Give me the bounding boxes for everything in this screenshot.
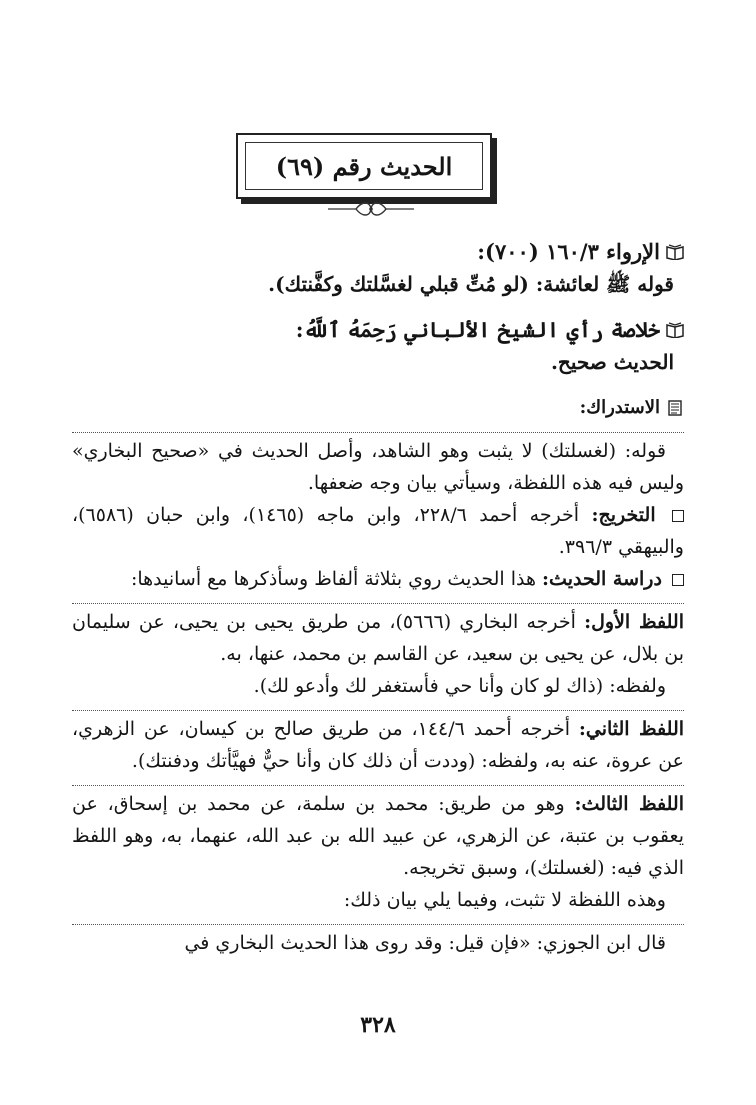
summary-section-heading (72, 314, 684, 346)
istidrak-paragraph: قوله: (لغسلتك) لا يثبت وهو الشاهد، وأصل الحديث في «صحيح البخاري» وليس فيه هذه اللفظة، وسيأتي بيان وجه ضعفها. (72, 440, 684, 494)
book-icon (666, 322, 684, 338)
summary-text: الحديث صحيح. (550, 350, 674, 374)
lafz3-paragraph (72, 788, 684, 884)
lafz1-paragraph (72, 606, 684, 670)
irwa-heading: الإرواء ١٦٠/٣ (٧٠٠): (477, 239, 660, 264)
lafz3-label: اللفظ الثالث: (574, 793, 684, 815)
lafz2-text: أخرجه أحمد ١٤٤/٦، من طريق صالح بن كيسان، عن الزهري، عن عروة، عنه به، ولفظه: (وددت أن ذلك كان وأنا حيٌّ فهيَّأتك ودفنتك). (72, 718, 684, 772)
book-icon (666, 244, 684, 260)
scroll-icon (666, 400, 684, 416)
irwa-text: قوله ﷺ لعائشة: (لو مُتِّ قبلي لغسَّلتك وكفَّنتك). (268, 272, 674, 296)
irwa-section-heading (72, 236, 684, 268)
page-title: الحديث رقم (٦٩) (245, 142, 483, 190)
takhrij-label: التخريج: (591, 504, 656, 526)
closing-line-2: قال ابن الجوزي: «فإن قيل: وقد روى هذا الحديث البخاري في (184, 932, 666, 954)
dirasa-divider (72, 603, 684, 604)
lafz1-quote: ولفظه: (ذاك لو كان وأنا حي فأستغفر لك وأدعو لك). (253, 675, 666, 697)
closing-line-1: وهذه اللفظة لا تثبت، وفيما يلي بيان ذلك: (343, 889, 666, 911)
lafz2-divider (72, 785, 684, 786)
dirasa-text: هذا الحديث روي بثلاثة ألفاظ وسأذكرها مع أسانيدها: (130, 568, 536, 590)
dirasa-paragraph (72, 563, 684, 595)
square-bullet-icon (672, 574, 684, 586)
page-number: ٣٢٨ (360, 1012, 396, 1038)
square-bullet-icon (672, 510, 684, 522)
istidrak-divider (72, 432, 684, 433)
closing-divider (72, 924, 684, 925)
summary-heading: خلاصة رأي الشيخ الألباني رَحِمَهُ ٱللَّهُ: (295, 317, 660, 342)
lafz2-paragraph (72, 713, 684, 777)
takhrij-paragraph (72, 499, 684, 563)
istidrak-heading: الاستدراك: (579, 397, 660, 418)
lafz2-label: اللفظ الثاني: (578, 718, 685, 740)
takhrij-text: أخرجه أحمد ٢٢٨/٦، وابن ماجه (١٤٦٥)، وابن حبان (٦٥٨٦)، والبيهقي ٣٩٦/٣. (72, 504, 684, 558)
istidrak-section-heading (72, 392, 684, 424)
lafz3-text: وهو من طريق: محمد بن سلمة، عن محمد بن إسحاق، عن يعقوب بن عتبة، عن الزهري، عن عبيد الله بن عبد الله، عنهما، به، وهو اللفظ الذي فيه: (لغسلتك)، وسبق تخريجه. (72, 793, 684, 879)
page-content (72, 232, 684, 959)
lafz1-divider (72, 710, 684, 711)
dirasa-label: دراسة الحديث: (542, 568, 662, 590)
lafz1-text: أخرجه البخاري (٥٦٦٦)، من طريق يحيى بن يحيى، عن سليمان بن بلال، عن يحيى بن سعيد، عن القاسم بن محمد، عنها، به. (72, 611, 684, 665)
title-frame (236, 133, 492, 199)
lafz1-label: اللفظ الأول: (584, 611, 684, 633)
ornament-divider-icon (326, 199, 416, 219)
